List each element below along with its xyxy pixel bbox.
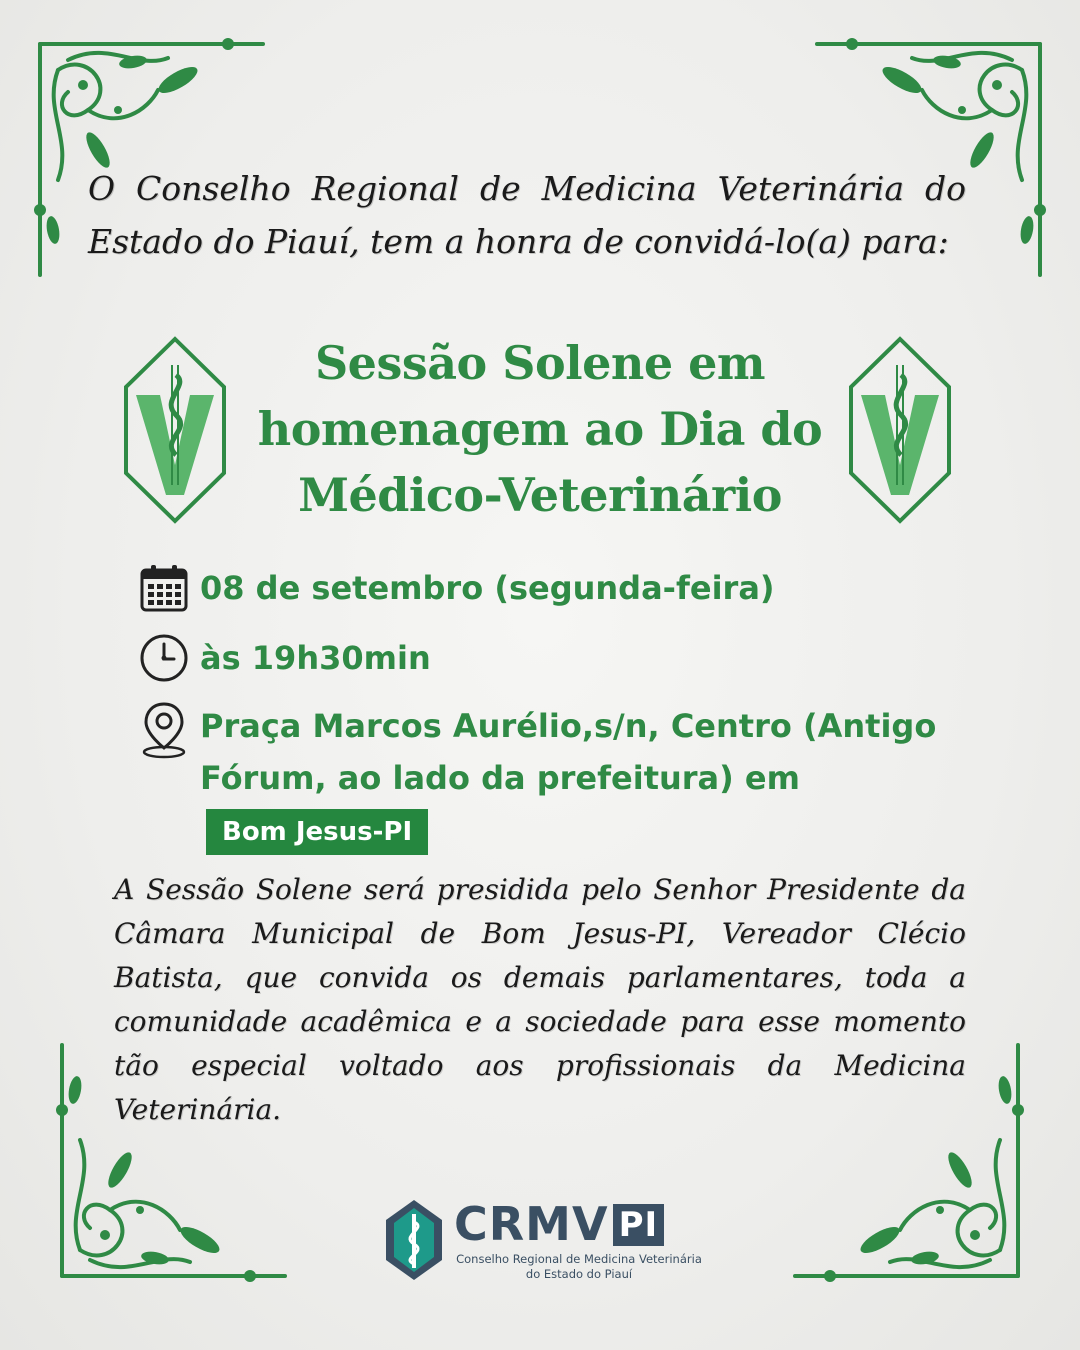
event-location-row	[138, 700, 1018, 856]
crmv-logo-subtitle-line: do Estado do Piauí	[525, 1267, 633, 1281]
crmv-logo-name	[454, 1196, 664, 1252]
event-location	[200, 700, 1018, 856]
crmv-logo-text: CRMV	[454, 1197, 609, 1251]
crmv-logo-mark	[384, 1198, 444, 1282]
location-pin-icon	[138, 700, 190, 760]
crmv-logo-subtitle-line: Conselho Regional de Medicina Veterinária	[456, 1252, 702, 1266]
calendar-icon	[138, 562, 190, 614]
event-title-line: Médico-Veterinário	[298, 468, 782, 522]
event-time: às 19h30min	[200, 639, 431, 677]
event-location-line: Praça Marcos Aurélio,s/n, Centro (Antigo	[200, 707, 937, 745]
event-title-line: Sessão Solene em	[314, 336, 766, 390]
clock-icon	[138, 632, 190, 684]
vet-caduceus-logo	[845, 335, 955, 525]
event-date-row	[138, 562, 775, 614]
crmv-logo-suffix: PI	[613, 1204, 665, 1246]
vet-caduceus-logo	[120, 335, 230, 525]
crmv-logo-subtitle	[454, 1252, 704, 1282]
event-date: 08 de setembro (segunda-feira)	[200, 569, 775, 607]
event-location-text: Fórum, ao lado da prefeitura) em	[200, 759, 800, 797]
event-time-row	[138, 632, 431, 684]
city-badge: Bom Jesus-PI	[206, 809, 428, 855]
session-description: A Sessão Solene será presidida pelo Senhor Presidente da Câmara Municipal de Bom Jesus-PI, Vereador Clécio Batista, que convida os demais parlamentares, toda a comunidade acadêmica e a sociedade para esse momento tão especial voltado aos profissionais da Medicina Veterinária.	[114, 873, 966, 1126]
event-location-line	[200, 752, 1018, 856]
crmv-logo	[384, 1196, 704, 1288]
event-title-line: homenagem ao Dia do	[257, 402, 823, 456]
event-title	[240, 330, 840, 528]
invitation-intro: O Conselho Regional de Medicina Veterinária do Estado do Piauí, tem a honra de convidá-lo(a) para:	[88, 169, 966, 261]
